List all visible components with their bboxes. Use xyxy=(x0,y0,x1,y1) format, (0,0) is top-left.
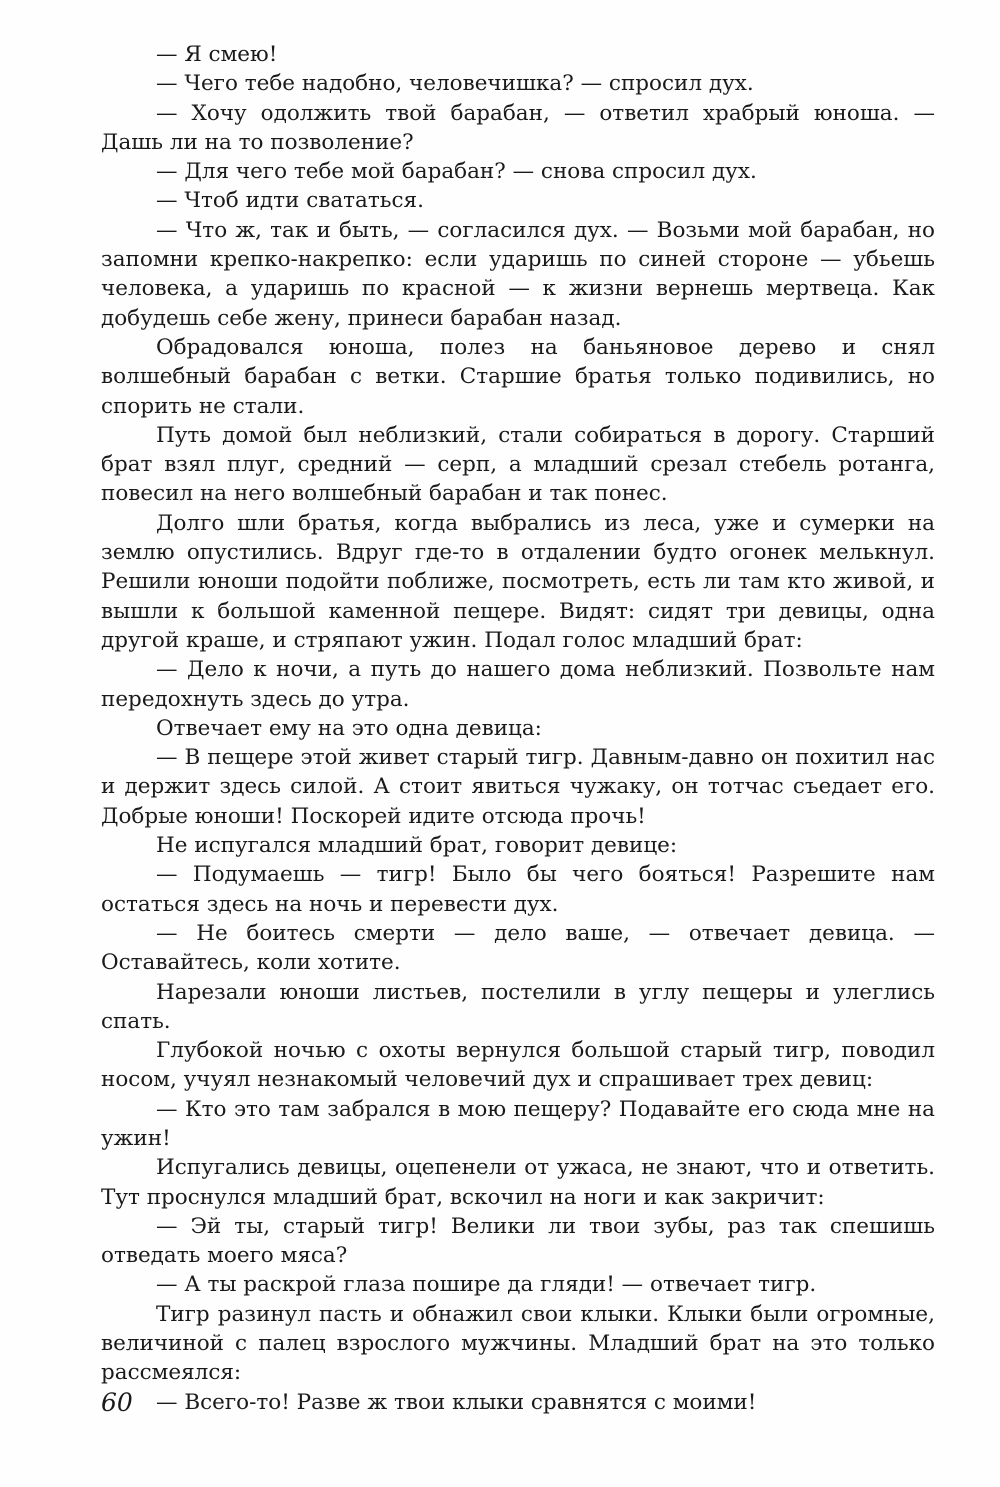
paragraph: — Эй ты, старый тигр! Велики ли твои зубы, раз так спешишь отведать моего мяса? xyxy=(101,1213,935,1269)
page-text xyxy=(101,40,935,1417)
paragraph: Долго шли братья, когда выбрались из леса, уже и сумерки на землю опустились. Вдруг где-то в отдалении будто огонек мелькнул. Решили юноши подойти поближе, посмотреть, есть ли там кто живой, и вышли к большой каменной пещере. Видят: сидят три девицы, одна другой краше, и стряпают ужин. Подал голос младший брат: xyxy=(101,510,935,653)
paragraph: — Для чего тебе мой барабан? — снова спросил дух. xyxy=(156,159,757,185)
paragraph: Испугались девицы, оцепенели от ужаса, не знают, что и ответить. Тут проснулся младший брат, вскочил на ноги и как закричит: xyxy=(101,1155,935,1210)
paragraph: Путь домой был неблизкий, стали собираться в дорогу. Старший брат взял плуг, средний — серп, а младший срезал стебель ротанга, повесил на него волшебный барабан и так понес. xyxy=(101,422,935,507)
paragraph: — Подумаешь — тигр! Было бы чего бояться! Разрешите нам остаться здесь на ночь и перевести дух. xyxy=(101,862,935,917)
paragraph: — Что ж, так и быть, — согласился дух. — Возьми мой барабан, но запомни крепко-накрепко: если ударишь по синей стороне — убьешь человека, а ударишь по красной — к жизни вернешь мертвеца. Как добудешь себе жену, принеси барабан назад. xyxy=(101,217,935,331)
paragraph: — Всего-то! Разве ж твои клыки сравнятся с моими! xyxy=(156,1389,757,1415)
paragraph: — А ты раскрой глаза пошире да гляди! — отвечает тигр. xyxy=(156,1272,817,1298)
paragraph: Тигр разинул пасть и обнажил свои клыки. Клыки были огромные, величиной с палец взрослого мужчины. Младший брат на это только рассмеялся: xyxy=(101,1301,935,1386)
paragraph: Глубокой ночью с охоты вернулся большой старый тигр, поводил носом, учуял незнакомый человечий дух и спрашивает трех девиц: xyxy=(101,1038,935,1093)
paragraph: Отвечает ему на это одна девица: xyxy=(156,715,542,741)
paragraph: — Не боитесь смерти — дело ваше, — отвечает девица. — Оставайтесь, коли хотите. xyxy=(101,920,935,976)
paragraph: Обрадовался юноша, полез на баньяновое дерево и снял волшебный барабан с ветки. Старшие братья только подивились, но спорить не стали. xyxy=(101,334,935,419)
paragraph: — Чтоб идти свататься. xyxy=(156,188,424,214)
paragraph: — Хочу одолжить твой барабан, — ответил храбрый юноша. — Дашь ли на то позволение? xyxy=(101,100,935,155)
paragraph: — Кто это там забрался в мою пещеру? Подавайте его сюда мне на ужин! xyxy=(101,1096,935,1151)
paragraph: — Дело к ночи, а путь до нашего дома неблизкий. Позвольте нам передохнуть здесь до утра. xyxy=(101,657,935,712)
paragraph: — В пещере этой живет старый тигр. Давным-давно он похитил нас и держит здесь силой. А стоит явиться чужаку, он тотчас съедает его. Добрые юноши! Поскорей идите отсюда прочь! xyxy=(101,745,935,829)
paragraph: Нарезали юноши листьев, постелили в углу пещеры и улеглись спать. xyxy=(101,979,935,1034)
paragraph: — Я смею! xyxy=(156,42,278,67)
paragraph: — Чего тебе надобно, человечишка? — спросил дух. xyxy=(156,71,754,97)
page-number: 60 xyxy=(101,1388,133,1417)
paragraph: Не испугался младший брат, говорит девице: xyxy=(156,833,678,859)
